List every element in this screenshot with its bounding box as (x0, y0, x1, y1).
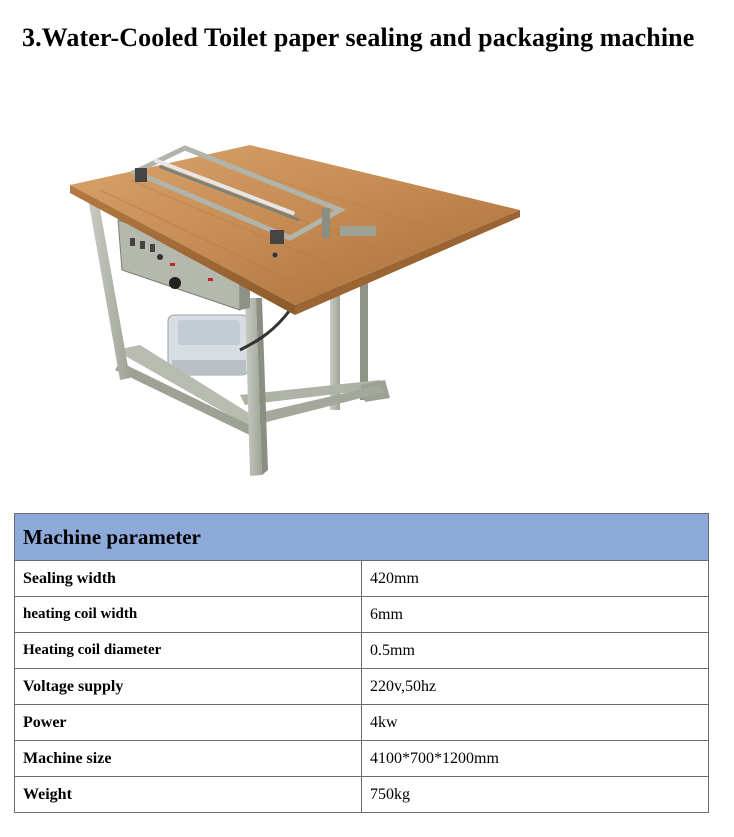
table-row (15, 705, 709, 741)
table-row (15, 597, 709, 633)
machine-parameter-table (14, 513, 709, 813)
param-value: 0.5mm (362, 633, 709, 669)
table-header: Machine parameter (15, 514, 709, 561)
param-key: Sealing width (15, 561, 362, 597)
param-key: Power (15, 705, 362, 741)
param-key: Machine size (15, 741, 362, 777)
page-title: 3.Water-Cooled Toilet paper sealing and packaging machine (22, 23, 695, 52)
table-row (15, 669, 709, 705)
param-key: Voltage supply (15, 669, 362, 705)
table-row (15, 741, 709, 777)
param-key: Weight (15, 777, 362, 813)
param-key: heating coil width (15, 597, 362, 633)
table-row (15, 633, 709, 669)
param-value: 750kg (362, 777, 709, 813)
table-row (15, 777, 709, 813)
sealing-machine-photo-icon (60, 130, 530, 490)
param-value: 420mm (362, 561, 709, 597)
param-value: 4100*700*1200mm (362, 741, 709, 777)
table-row (15, 561, 709, 597)
param-key: Heating coil diameter (15, 633, 362, 669)
param-value: 4kw (362, 705, 709, 741)
param-value: 6mm (362, 597, 709, 633)
param-value: 220v,50hz (362, 669, 709, 705)
